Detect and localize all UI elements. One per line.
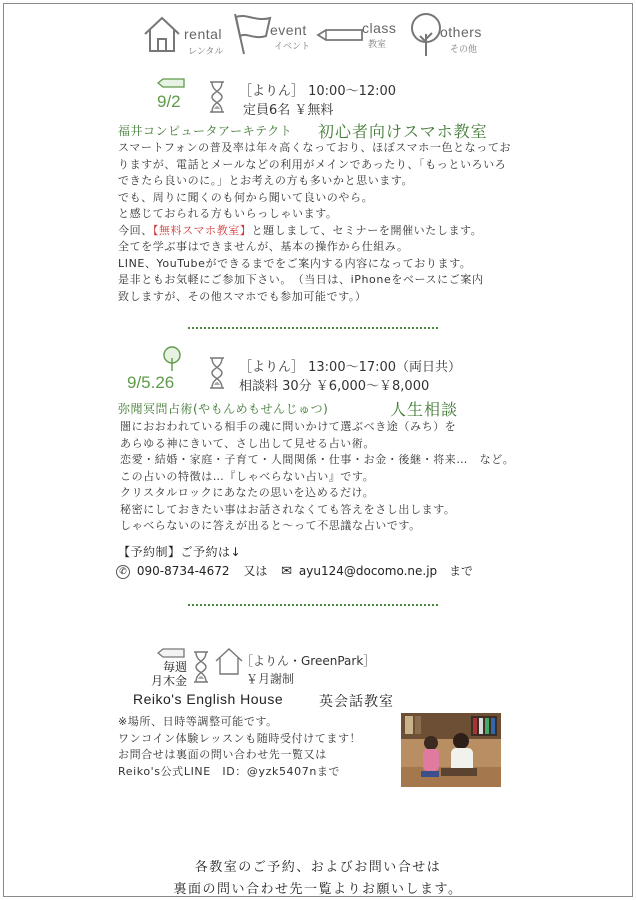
class1-schedule <box>150 660 187 688</box>
house-small-icon <box>214 646 244 676</box>
nav-event-sub: イベント <box>274 42 311 52</box>
body-line: ※場所、日時等調整可能です。 <box>118 715 278 728</box>
body-line: でも、周りに聞くのも何から聞いて良いのやら。 <box>118 190 374 204</box>
event1-title: 初心者向けスマホ教室 <box>318 122 488 141</box>
nav-rental-label: rental <box>184 26 223 42</box>
body-line: ワンコイン体験レッスンも随時受付けてます！ <box>118 731 362 745</box>
body-line <box>118 223 511 240</box>
class1-location: ［よりん・GreenPark］ <box>241 654 376 668</box>
body-line: 致しますが、その他スマホでも参加可能です。） <box>118 289 367 303</box>
nav-class-label: class <box>362 20 397 36</box>
event2-fee: 相談料 30分 ￥6,000～￥8,000 <box>239 379 430 394</box>
reserve-heading: 【予約制】ご予約は↓ <box>118 545 242 559</box>
tree-icon <box>408 12 444 58</box>
body-line: 全てを学ぶ事はできませんが、基本の操作から仕組み。 <box>118 240 409 253</box>
body-line: LINE、YouTubeができるまでをご案内する内容になっております。 <box>118 256 472 270</box>
english-class-photo <box>401 713 501 787</box>
hourglass-icon <box>207 80 227 114</box>
body-line: 是非ともお気軽にご参加下さい。 （当日は、iPhoneをベースにご案内 <box>118 273 484 286</box>
body-line: お問合せは裏面の問い合わせ先一覧又は <box>118 748 327 761</box>
house-icon <box>142 14 182 54</box>
event2-organizer: 弥聞冥問占術(やもんめもせんじゅつ) <box>118 402 329 416</box>
event1-organizer: 福井コンピュータアーキテクト <box>118 124 293 138</box>
or-text: 又は <box>243 564 268 578</box>
flag-icon <box>232 12 274 56</box>
body-line: 闇におおわれている相手の魂に問いかけて選ぶべき途（みち）を <box>120 420 457 433</box>
event1-date: 9/2 <box>157 92 181 111</box>
footer-line: 裏面の問い合わせ先一覧よりお願いします。 <box>173 882 463 897</box>
class1-title: 英会話教室 <box>319 694 394 710</box>
nav-others[interactable] <box>408 12 508 58</box>
body-line: クリスタルロックにあなたの思いを込めるだけ。 <box>120 486 375 499</box>
body-line: できたら良いのに。」とお考えの方も多いかと思います。 <box>118 174 414 187</box>
event2-time: ［よりん］ 13:00～17:00（両日共） <box>239 360 462 375</box>
section-divider <box>188 604 438 606</box>
body-line: しゃべらないのに答えが出ると～って不思議な占いです。 <box>120 519 421 532</box>
nav-others-label: others <box>440 24 482 40</box>
schedule-line: 毎週 <box>162 660 187 674</box>
event2-date: 9/5.26 <box>127 373 175 392</box>
class1-fee: ￥月謝制 <box>246 672 295 686</box>
body-line: と感じておられる方もいらっしゃいます。 <box>118 207 338 220</box>
body-line: りますが、電話とメールなどの利用がメインであったり、「もっといろいろ <box>118 157 507 171</box>
pencil-small-icon <box>157 648 185 658</box>
nav-event[interactable] <box>232 12 324 58</box>
event2-title: 人生相談 <box>390 400 459 419</box>
phone-icon: ✆ <box>116 565 130 579</box>
nav-class-sub: 教室 <box>368 40 387 50</box>
event2-body <box>120 419 514 535</box>
pencil-small-icon <box>157 78 185 88</box>
phone-number[interactable]: 090-8734-4672 <box>136 564 230 578</box>
schedule-line: 月木金 <box>150 674 187 688</box>
event1-capacity: 定員6名 ￥無料 <box>243 103 334 118</box>
body-line: Reiko's公式LINE ID：@yzk5407nまで <box>118 764 341 778</box>
free-class-highlight: 【無料スマホ教室】 <box>152 223 252 237</box>
body-prefix: 今回、 <box>118 223 153 237</box>
body-line: あらゆる神にきいて、さし出して見せる占い術。 <box>120 436 375 450</box>
contact-line <box>116 562 473 579</box>
body-line: この占いの特徴は…『しゃべらない占い』です。 <box>120 469 375 483</box>
hourglass-icon <box>191 650 211 684</box>
event1-time: ［よりん］ 10:00～12:00 <box>239 84 397 99</box>
tree-small-icon <box>161 346 183 372</box>
nav-rental[interactable] <box>142 12 232 58</box>
event1-body <box>118 140 511 305</box>
email-address[interactable]: ayu124@docomo.ne.jp <box>298 564 438 578</box>
body-line: 秘密にしておきたい事はお話されなくても答えをさし出します。 <box>120 502 456 516</box>
body-line: 恋愛・結婚・家庭・子育て・人間関係・仕事・お金・後継・将来… など。 <box>120 453 515 466</box>
nav-event-label: event <box>270 22 307 38</box>
nav-class[interactable] <box>316 12 396 58</box>
nav-rental-sub: レンタル <box>188 47 224 57</box>
body-line: スマートフォンの普及率は年々高くなっており、ほぼスマホ一色となってお <box>118 141 512 154</box>
made-text: まで <box>448 564 473 578</box>
footer-line: 各教室のご予約、およびお問い合せは <box>194 860 442 875</box>
body-suffix: と題しまして、セミナーを開催いたします。 <box>251 223 483 237</box>
class1-organizer: Reiko's English House <box>133 691 284 707</box>
class1-body <box>118 714 361 780</box>
pencil-icon <box>316 28 364 42</box>
section-divider <box>188 327 438 329</box>
hourglass-icon <box>207 356 227 390</box>
mail-icon: ✉ <box>281 564 293 579</box>
nav-others-sub: その他 <box>450 45 478 55</box>
